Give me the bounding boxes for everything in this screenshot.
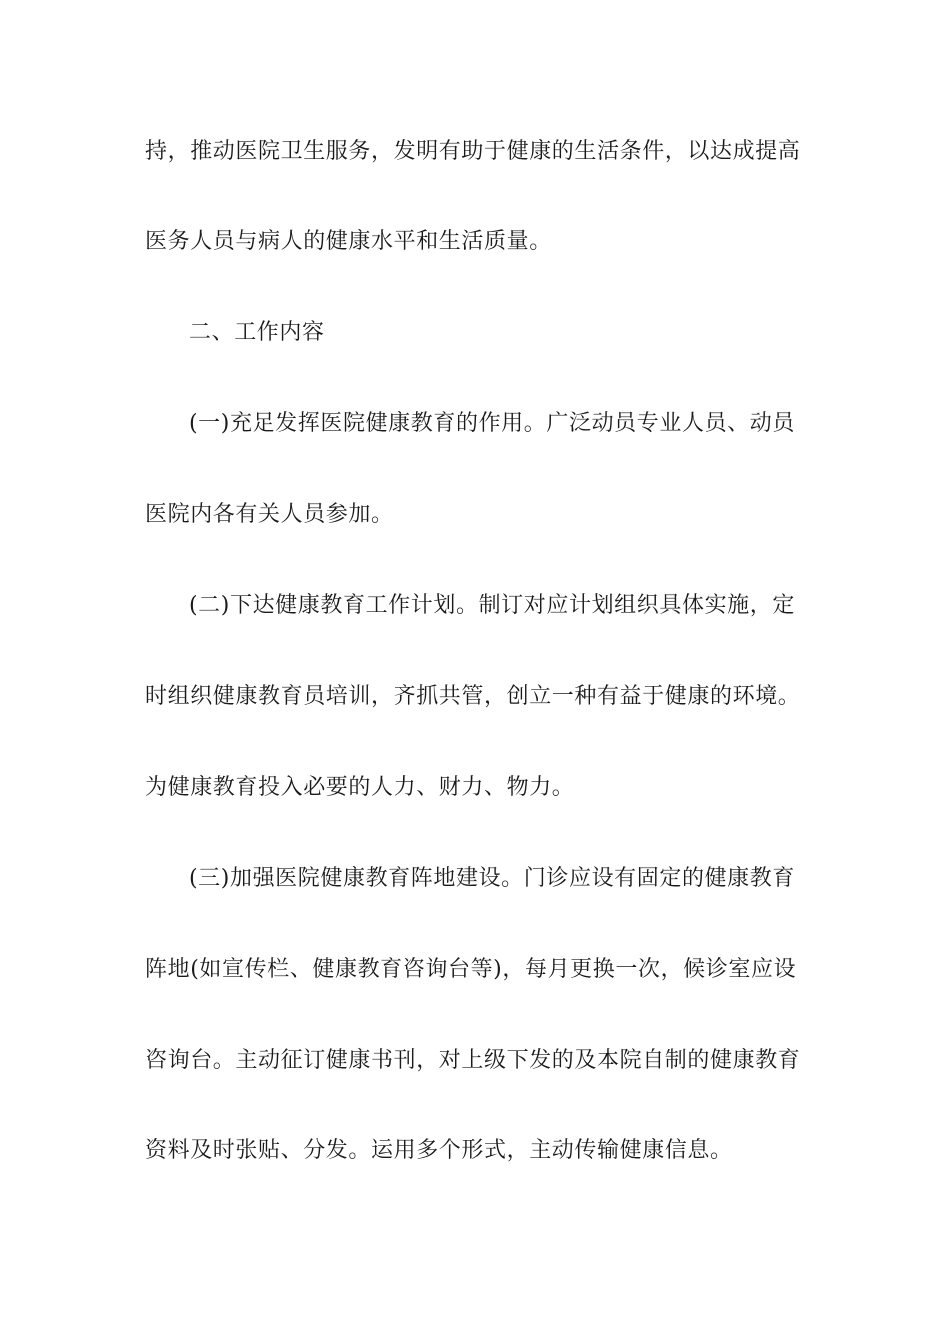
paragraph-line: 医院内各有关人员参加。: [145, 502, 394, 527]
paragraph-line: 阵地(如宣传栏、健康教育咨询台等)，每月更换一次，候诊室应设: [145, 957, 797, 982]
paragraph-line: 咨询台。主动征订健康书刊，对上级下发的及本院自制的健康教育: [145, 1048, 801, 1073]
paragraph-line: 时组织健康教育员培训，齐抓共管，创立一种有益于健康的环境。: [145, 684, 801, 709]
paragraph-line: 医务人员与病人的健康水平和生活质量。: [145, 229, 552, 254]
paragraph-line: 持，推动医院卫生服务，发明有助于健康的生活条件，以达成提高: [145, 139, 801, 164]
paragraph-line: 资料及时张贴、分发。运用多个形式，主动传输健康信息。: [145, 1138, 733, 1163]
paragraph-line: 为健康教育投入必要的人力、财力、物力。: [145, 775, 575, 800]
section-heading: 二、工作内容: [189, 320, 325, 345]
paragraph-line: (二)下达健康教育工作计划。制订对应计划组织具体实施，定: [189, 593, 795, 618]
paragraph-line: (三)加强医院健康教育阵地建设。门诊应设有固定的健康教育: [189, 866, 795, 891]
paragraph-line: (一)充足发挥医院健康教育的作用。广泛动员专业人员、动员: [189, 411, 795, 436]
